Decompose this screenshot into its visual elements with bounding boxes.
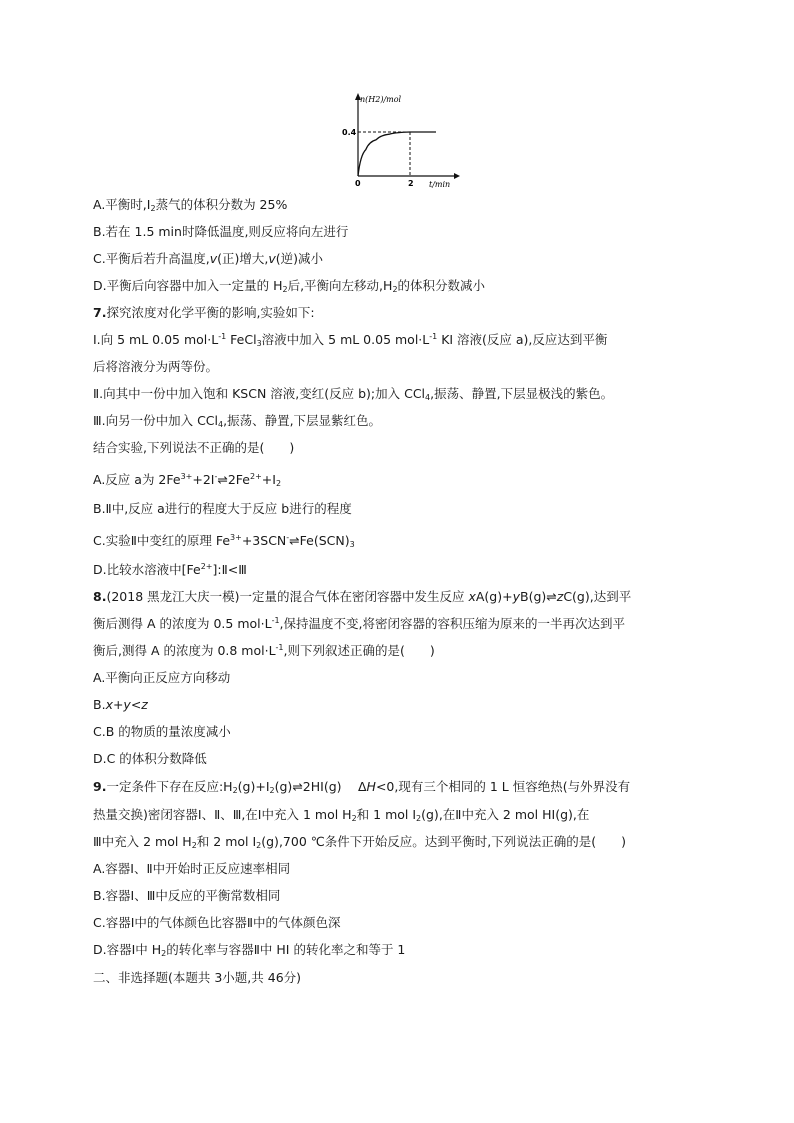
q7-option-a: A.反应 a为 $2Fe^{3+}+2I^-\rightleftharpoons 2Fe^{2+}+I_2$ xyxy=(93,472,282,488)
y-axis-label: n(H2)/mol xyxy=(360,95,402,104)
q8-stem-line1: 8.(2018 黑龙江大庆一模)一定量的混合气体在密闭容器中发生反应 xA(g)+yB(g)⇌zC(g),达到平 xyxy=(93,589,632,604)
q7-step-2: Ⅱ.向其中一份中加入饱和 KSCN 溶液,变红(反应 b);加入 CCl$_4$,振荡、静置,下层显极浅的紫色。 xyxy=(93,386,614,402)
x-axis-label: t/min xyxy=(429,180,451,189)
q6-option-b: B.若在 1.5 min时降低温度,则反应将向左进行 xyxy=(93,224,349,239)
q8-option-c: C.B 的物质的量浓度减小 xyxy=(93,724,231,739)
q8-stem-line3: 衡后,测得 A 的浓度为 0.8 $mol\cdot L^{-1}$,则下列叙述正确的是( ) xyxy=(93,643,435,658)
q7-option-d: D.比较水溶液中$[Fe^{2+}]:Ⅱ<Ⅲ$ xyxy=(93,562,247,577)
q9-stem-line3: Ⅲ中充入 2 mol $H_2$和 2 mol $I_2(g),700$ ℃条件下开始反应。达到平衡时,下列说法正确的是( ) xyxy=(93,834,627,850)
section-2-heading: 二、非选择题(本题共 3小题,共 46分) xyxy=(93,970,302,985)
q9-stem-line2: 热量交换)密闭容器Ⅰ、Ⅱ、Ⅲ,在Ⅰ中充入 1 mol $H_2$和 1 mol $I_2(g)$,在Ⅱ中充入 2 mol HI(g),在 xyxy=(93,807,590,823)
q6-option-a: A.平衡时$,I_2$蒸气的体积分数为 25% xyxy=(93,197,288,213)
q8-option-a: A.平衡向正反应方向移动 xyxy=(93,670,231,685)
q6-option-d: D.平衡后向容器中加入一定量的 $H_2$后,平衡向左移动$,H_2$的体积分数减小 xyxy=(93,278,486,294)
origin-label: 0 xyxy=(355,179,361,188)
q9-option-c: C.容器Ⅰ中的气体颜色比容器Ⅱ中的气体颜色深 xyxy=(93,915,341,930)
q9-stem-line1: 9.一定条件下存在反应$:H_2(g)+I_2(g)\rightleftharpoons 2HI(g)$ ΔH<0,现有三个相同的 1 L 恒容绝热(与外界没有 xyxy=(93,779,631,795)
graph-axes xyxy=(355,93,460,179)
q9-option-b: B.容器Ⅰ、Ⅲ中反应的平衡常数相同 xyxy=(93,888,281,903)
q7-stem: 7.探究浓度对化学平衡的影响,实验如下: xyxy=(93,305,315,320)
q7-option-c: C.实验Ⅱ中变红的原理 $Fe^{3+}+3SCN^-\rightleftharpoons Fe(SCN)_3$ xyxy=(93,533,355,549)
q7-step-1: Ⅰ.向 5 mL 0.05 $mol\cdot L^{-1}$ FeCl$_3$溶液中加入 5 mL 0.05 $mol\cdot L^{-1}$ KI 溶液(反应 a),反应达到平衡 xyxy=(93,332,608,348)
q6-option-c: C.平衡后若升高温度,v(正)增大,v(逆)减小 xyxy=(93,251,323,266)
q9-option-d: D.容器Ⅰ中 $H_2$的转化率与容器Ⅱ中 HI 的转化率之和等于 1 xyxy=(93,942,406,958)
q7-step-3: Ⅲ.向另一份中加入 CCl$_4$,振荡、静置,下层显紫红色。 xyxy=(93,413,382,429)
q8-option-d: D.C 的体积分数降低 xyxy=(93,751,207,766)
q9-option-a: A.容器Ⅰ、Ⅱ中开始时正反应速率相同 xyxy=(93,861,291,876)
q7-question: 结合实验,下列说法不正确的是( ) xyxy=(93,440,295,455)
y-tick-label: 0.4 xyxy=(342,128,357,137)
h2-curve xyxy=(358,132,436,176)
q7-option-b: B.Ⅱ中,反应 a进行的程度大于反应 b进行的程度 xyxy=(93,501,352,516)
x-tick-label: 2 xyxy=(408,179,414,188)
q8-option-b: B.x+y<z xyxy=(93,697,148,712)
q8-stem-line2: 衡后测得 A 的浓度为 0.5 $mol\cdot L^{-1}$,保持温度不变,将密闭容器的容积压缩为原来的一半再次达到平 xyxy=(93,616,625,631)
h2-amount-time-graph xyxy=(340,92,460,192)
q7-step-1-cont: 后将溶液分为两等份。 xyxy=(93,359,219,374)
